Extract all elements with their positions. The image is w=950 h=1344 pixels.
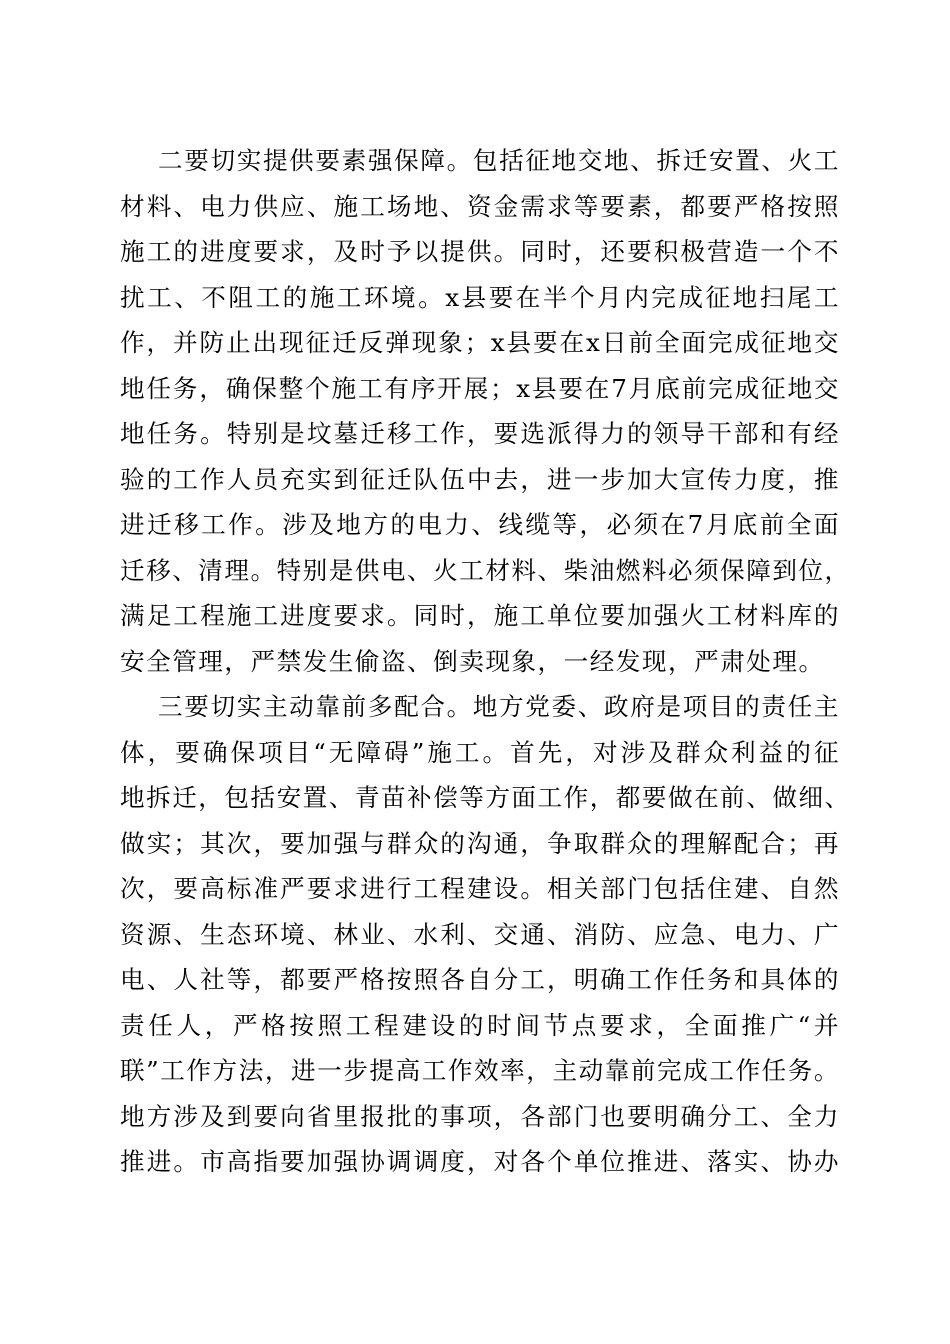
text-line: 地方涉及到要向省里报批的事项，各部门也要明确分工、全力: [120, 1101, 840, 1131]
text-line: 迁移、清理。特别是供电、火工材料、柴油燃料必须保障到位，: [120, 555, 851, 585]
text-line: 满足工程施工进度要求。同时，施工单位要加强火工材料库的: [120, 601, 840, 630]
text-line: 作，并防止出现征迁反弹现象；x县要在x日前全面完成征地交: [120, 328, 840, 357]
text-line: 责任人，严格按照工程建设的时间节点要求，全面推广“并: [120, 1010, 840, 1040]
text-line: 三要切实主动靠前多配合。地方党委、政府是项目的责任主: [158, 692, 840, 721]
text-line: 地拆迁，包括安置、青苗补偿等方面工作，都要做在前、做细、: [120, 783, 851, 812]
text-line: 地任务，确保整个施工有序开展；x县要在7月底前完成征地交: [120, 373, 840, 403]
paragraph-3-cooperation: [120, 684, 851, 1185]
text-line: 安全管理，严禁发生偷盗、倒卖现象，一经发现，严肃处理。: [120, 646, 825, 676]
text-line: 进迁移工作。涉及地方的电力、线缆等，必须在7月底前全面: [120, 510, 840, 539]
text-line: 验的工作人员充实到征迁队伍中去，进一步加大宣传力度，推: [120, 464, 840, 494]
document-body: [120, 138, 851, 1185]
text-line: 次，要高标准严要求进行工程建设。相关部门包括住建、自然: [120, 874, 840, 903]
text-line: 做实；其次，要加强与群众的沟通，争取群众的理解配合；再: [120, 828, 840, 858]
text-line: 联”工作方法，进一步提高工作效率，主动靠前完成工作任务。: [120, 1056, 840, 1085]
text-line: 电、人社等，都要严格按照各自分工，明确工作任务和具体的: [120, 965, 840, 994]
text-line: 资源、生态环境、林业、水利、交通、消防、应急、电力、广: [120, 919, 840, 949]
text-line: 施工的进度要求，及时予以提供。同时，还要积极营造一个不: [120, 237, 840, 266]
text-line: 二要切实提供要素强保障。包括征地交地、拆迁安置、火工: [158, 146, 840, 175]
text-line: 体，要确保项目“无障碍”施工。首先，对涉及群众利益的征: [120, 737, 840, 767]
text-line: 材料、电力供应、施工场地、资金需求等要素，都要严格按照: [120, 191, 840, 221]
paragraph-2-guarantee: [120, 138, 851, 684]
text-line: 扰工、不阻工的施工环境。x县要在半个月内完成征地扫尾工: [120, 282, 840, 312]
text-line: 推进。市高指要加强协调调度，对各个单位推进、落实、协办: [120, 1147, 840, 1176]
text-line: 地任务。特别是坟墓迁移工作，要选派得力的领导干部和有经: [120, 419, 840, 448]
